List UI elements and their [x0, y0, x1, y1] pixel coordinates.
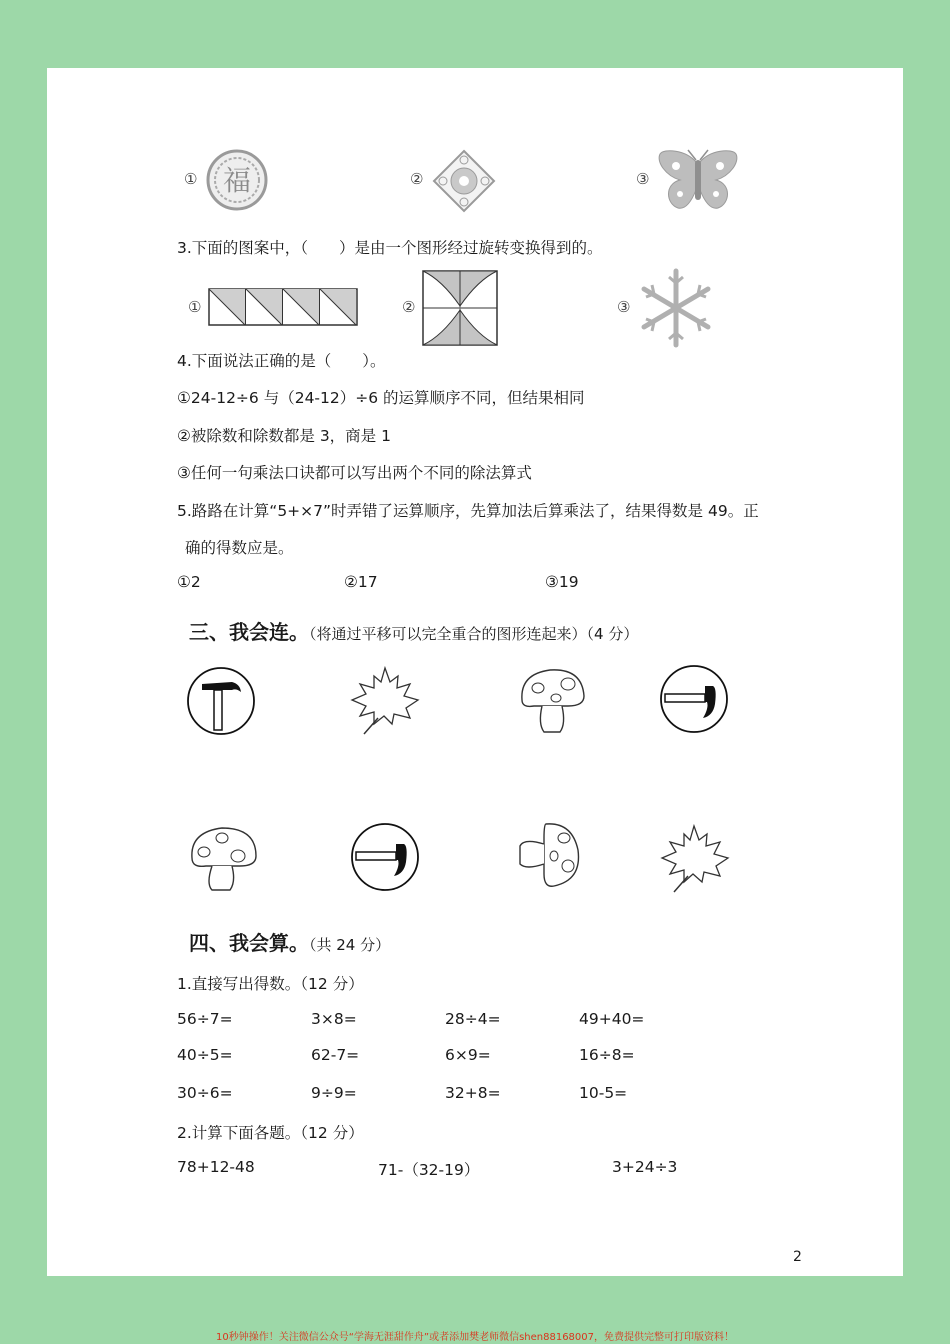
question-5-line-1: 5.路路在计算“5+×7”时弄错了运算顺序，先算加法后算乘法了，结果得数是 49。正: [177, 502, 759, 520]
calc-item: 6×9=: [445, 1046, 491, 1064]
maple-leaf-figure: [348, 664, 422, 738]
section-3-heading: [189, 616, 638, 645]
calc-expression: 71-（32-19）: [378, 1161, 480, 1179]
question-4-option-2: ②被除数和除数都是 3，商是 1: [177, 427, 391, 445]
question-5-line-2: 确的得数应是。: [185, 539, 294, 557]
hammer-horizontal-figure: [659, 664, 729, 734]
calc-expression: 78+12-48: [177, 1158, 255, 1176]
calc-expression: 3+24÷3: [612, 1158, 678, 1176]
section-4-title: 四、我会算。: [189, 931, 309, 955]
question-3: 3.下面的图案中，（ ）是由一个图形经过旋转变换得到的。: [177, 239, 603, 257]
seal-text: 福: [222, 164, 252, 197]
section-3-note: （将通过平移可以完全重合的图形连起来）（4 分）: [309, 625, 639, 643]
part-1-title: 1.直接写出得数。（12 分）: [177, 975, 364, 993]
section-4-heading: [189, 927, 390, 956]
snowflake-figure: [636, 265, 716, 351]
calc-item: 16÷8=: [579, 1046, 635, 1064]
calc-item: 49+40=: [579, 1010, 645, 1028]
calc-item: 56÷7=: [177, 1010, 233, 1028]
option-label-3: ③: [636, 170, 650, 188]
calc-item: 40÷5=: [177, 1046, 233, 1064]
mushroom-figure-2: [188, 824, 260, 894]
maple-leaf-figure-2: [658, 822, 730, 894]
calc-item: 30÷6=: [177, 1084, 233, 1102]
question-4-option-3: ③任何一句乘法口诀都可以写出两个不同的除法算式: [177, 464, 532, 482]
footer-promo-text: 10秒钟操作！关注微信公众号“学海无涯甜作舟”或者添加樊老师微信shen88168007，免费提供完整可打印版资料！: [215, 1332, 735, 1343]
parallelogram-strip-figure: [208, 288, 358, 326]
seal-figure: [206, 149, 268, 211]
hammer-vertical-figure: [186, 666, 256, 736]
calc-item: 10-5=: [579, 1084, 628, 1102]
calc-item: 62-7=: [311, 1046, 360, 1064]
calc-item: 32+8=: [445, 1084, 501, 1102]
question-4-option-1: ①24-12÷6 与（24-12）÷6 的运算顺序不同，但结果相同: [177, 389, 585, 407]
mushroom-rotated-figure: [516, 820, 584, 892]
question-5-option-2: ②17: [344, 573, 378, 591]
part-2-title: 2.计算下面各题。（12 分）: [177, 1124, 364, 1142]
section-4-note: （共 24 分）: [309, 936, 391, 954]
option-label-2: ②: [410, 170, 424, 188]
papercut-flower-figure: [432, 149, 496, 213]
question-4-stem: 4.下面说法正确的是（ ）。: [177, 352, 386, 370]
option-label-3: ③: [617, 298, 631, 316]
butterfly-figure: [656, 148, 740, 212]
calc-item: 3×8=: [311, 1010, 357, 1028]
calc-item: 9÷9=: [311, 1084, 357, 1102]
question-5-option-1: ①2: [177, 573, 201, 591]
option-label-1: ①: [188, 298, 202, 316]
option-label-1: ①: [184, 170, 198, 188]
question-5-option-3: ③19: [545, 573, 579, 591]
option-label-2: ②: [402, 298, 416, 316]
page-number: 2: [793, 1249, 802, 1265]
calc-item: 28÷4=: [445, 1010, 501, 1028]
curved-square-figure: [422, 270, 498, 346]
section-3-title: 三、我会连。: [189, 620, 309, 644]
mushroom-figure: [516, 664, 588, 736]
hammer-horizontal-figure-2: [350, 822, 420, 892]
